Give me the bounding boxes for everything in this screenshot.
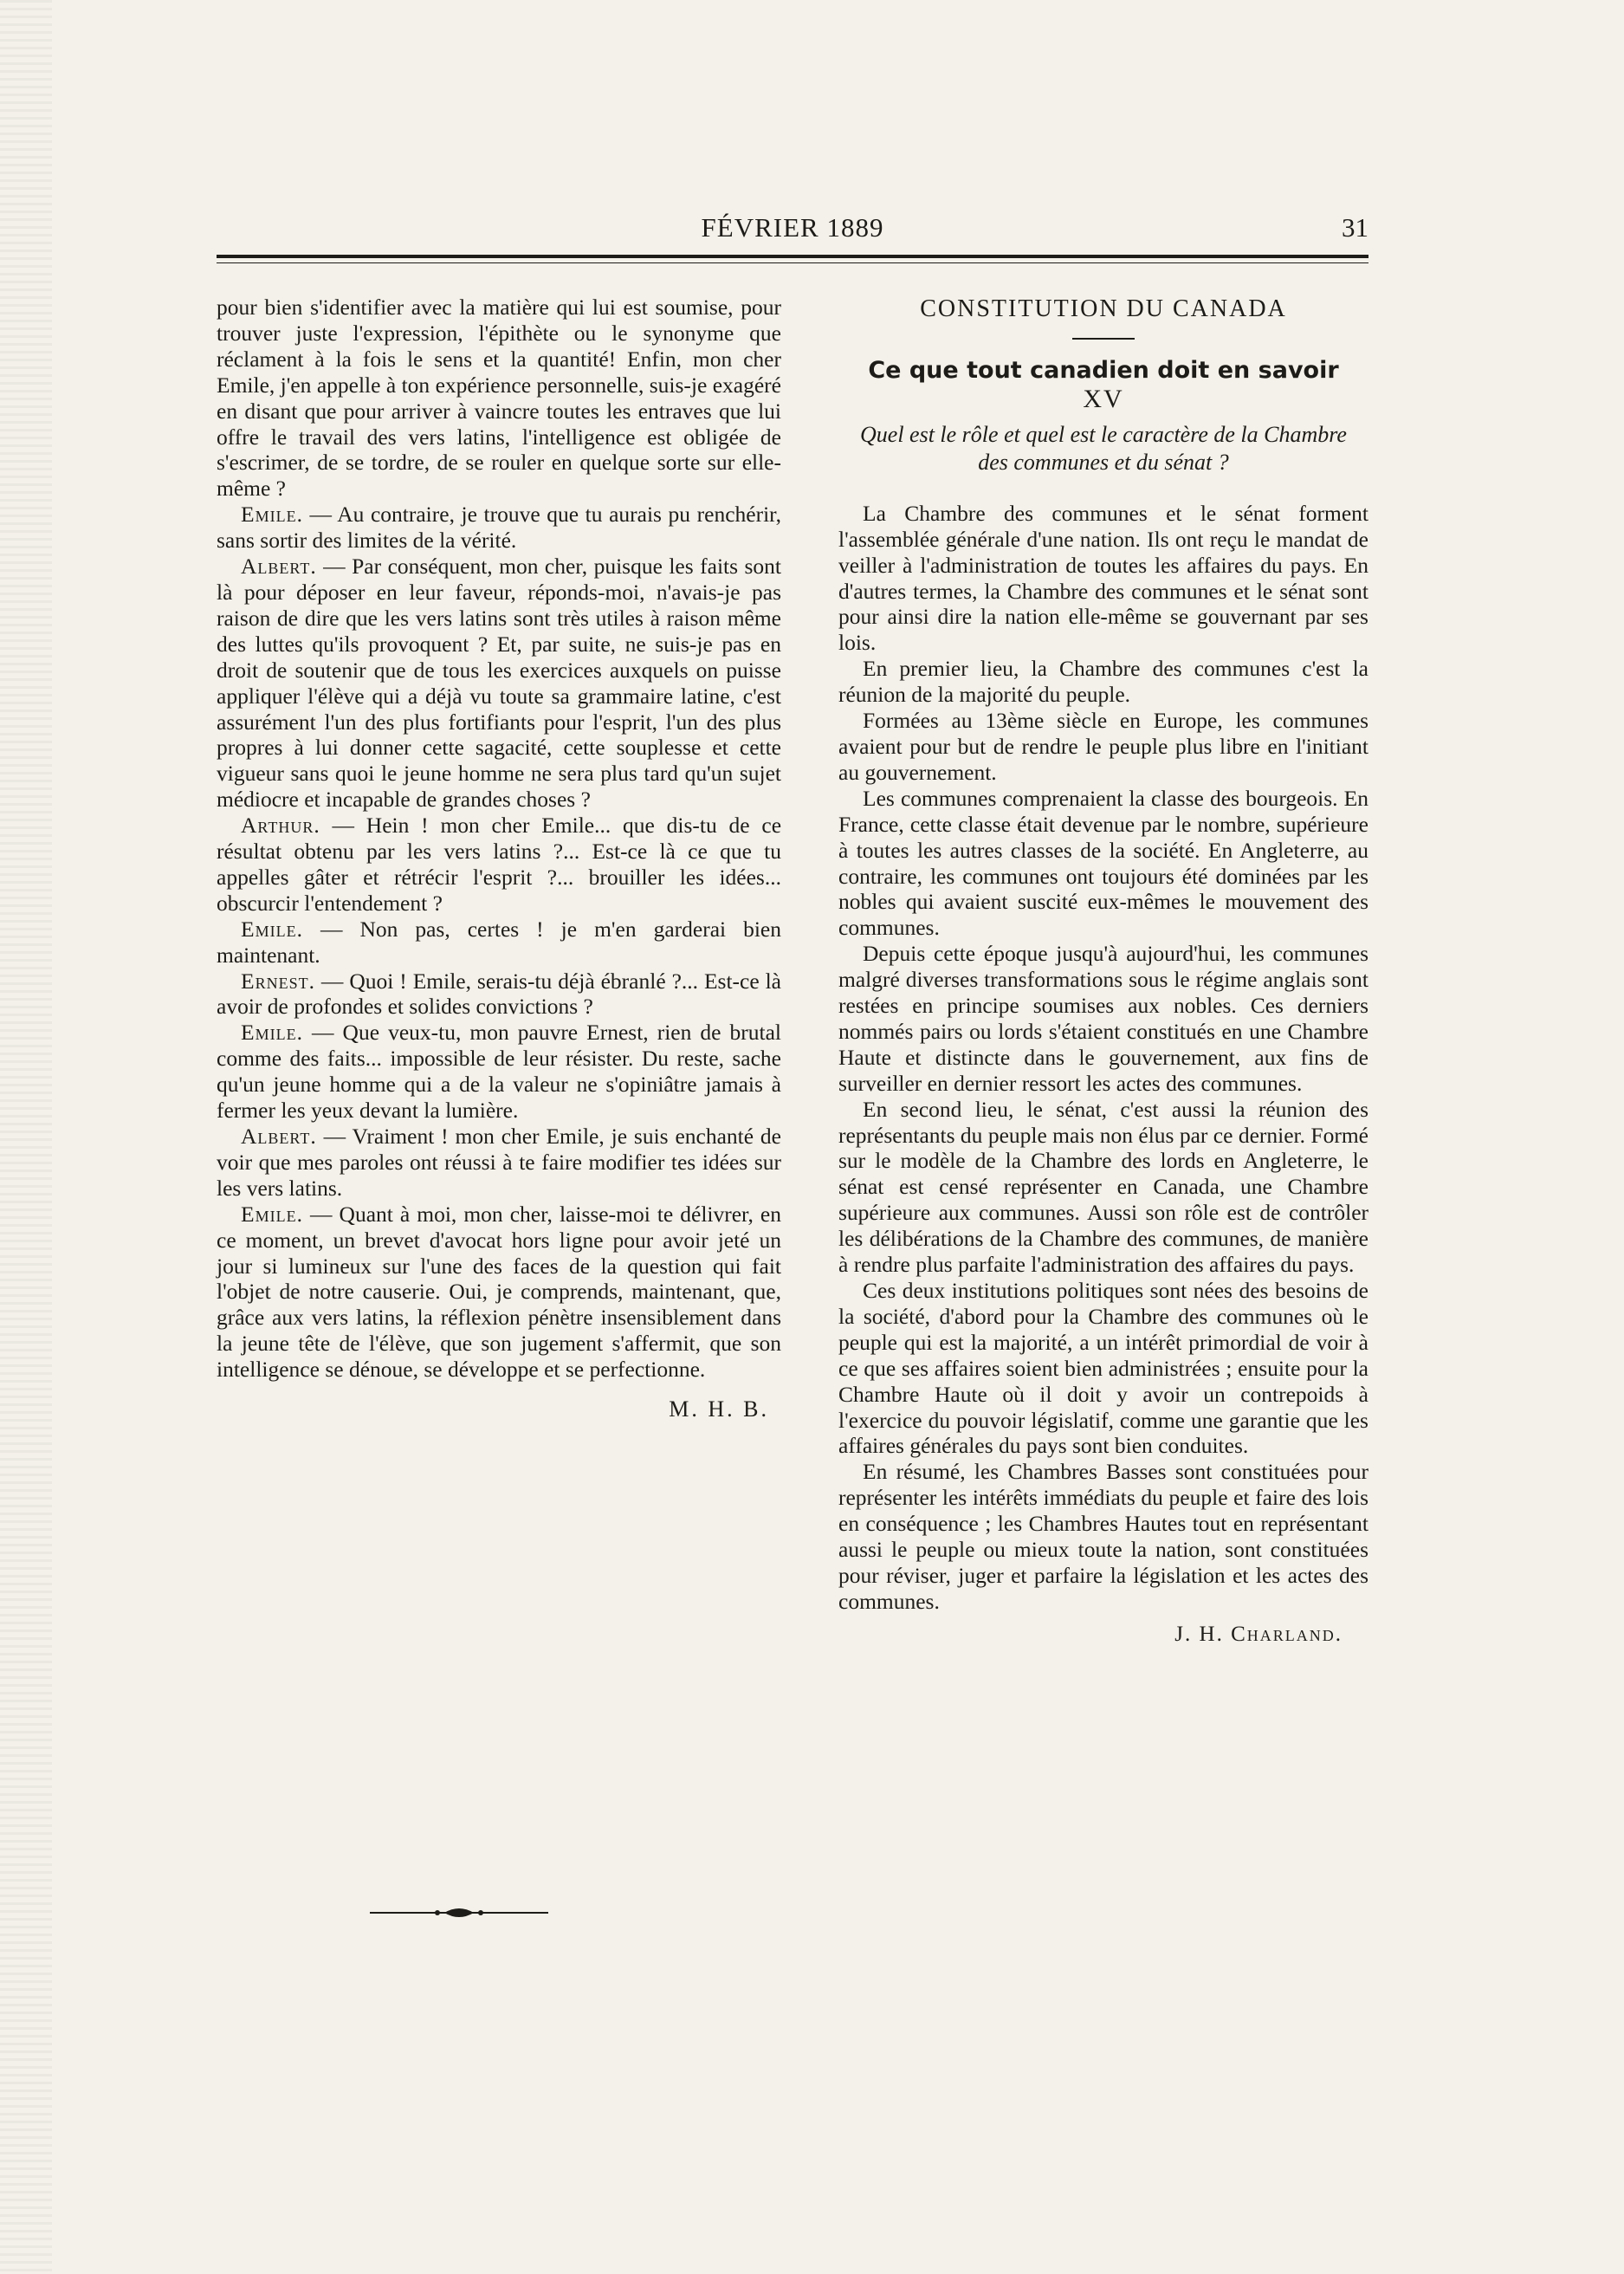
article-paragraph: Ces deux institutions politiques sont nées des besoins de la société, d'abord pour la Chambre des communes où le peuple qui est la majorité, a un intérêt primordial de voir à ce que ses affaires soient bien administrées ; ensuite pour la Chambre Haute où il doit y avoir un contrepoids à l'exercice du pouvoir législatif, comme une garantie que les affaires générales du pays sont bien conduites. [838,1278,1368,1459]
scan-edge-noise [0,0,52,2274]
article-number: XV [1083,384,1124,413]
article-paragraph: En premier lieu, la Chambre des communes c'est la réunion de la majorité du peuple. [838,656,1368,708]
dialogue-text: — Que veux-tu, mon pauvre Ernest, rien de brutal comme des faits... impossible de leur résister. Du reste, sache qu'un jeune homme qui a de la valeur ne s'opiniâtre jamais à fermer les yeux devant la lumière. [217,1020,781,1124]
speaker-name: Albert. [241,1124,317,1149]
dialogue-line [217,1124,781,1202]
ornament-divider [368,1902,550,1923]
dialogue-text: — Non pas, certes ! je m'en garderai bien maintenant. [217,916,781,968]
speaker-name: Arthur. [241,813,320,839]
dialogue-line [217,1202,781,1383]
dialogue-text: — Hein ! mon cher Emile... que dis-tu de ce résultat obtenu par les vers latins ?... Est-ce là ce que tu appelles gâter et rétrécir l'esprit ?... brouiller les idées... obscurcir l'entendement ? [217,813,782,916]
article-paragraph: En second lieu, le sénat, c'est aussi la réunion des représentants du peuple mais non élus par ce dernier. Formé sur le modèle de la Chambre des lords en Angleterre, le sénat est censé représenter en Canada, une Chambre supérieure aux communes. Aussi son rôle est de contrôler les délibérations de la Chambre des communes, de manière à rendre plus parfaite l'administration des affaires du pays. [838,1096,1368,1278]
dialogue-line [217,554,781,813]
article-title: CONSTITUTION DU CANADA [920,295,1287,322]
article-paragraph: Les communes comprenaient la classe des bourgeois. En France, cette classe était devenue par le nombre, supérieure à toutes les autres classes de la société. En Angleterre, au contraire, les communes ont toujours été dominées par les nobles qui avaient suscité eux-mêmes le mouvement des communes. [838,785,1368,941]
speaker-name: Emile. [241,1201,303,1227]
running-title: FÉVRIER 1889 [701,212,884,243]
article-paragraph: Formées au 13ème siècle en Europe, les communes avaient pour but de rendre le peuple plus libre en l'initiant au gouvernement. [838,708,1368,785]
page-number: 31 [1342,212,1368,243]
article-paragraph: La Chambre des communes et le sénat forment l'assemblée générale d'une nation. Ils ont reçu le mandat de veiller à l'administration de toutes les affaires du pays. En d'autres termes, la Chambre des communes et le sénat sont pour ainsi dire la nation elle-même se gouvernant par ses lois. [838,500,1368,656]
intro-paragraph: pour bien s'identifier avec la matière qui lui est soumise, pour trouver juste l'expression, l'épithète ou le synonyme que réclament à la fois le sens et la quantité! Enfin, mon cher Emile, j'en appelle à ton expérience personnelle, suis-je exagéré en disant que pour arriver à vaincre toutes les entraves que lui offre le travail des vers latins, l'intelligence est obligée de s'escrimer, de se tordre, de se rouler en quelque sorte sur elle-même ? [217,295,781,502]
speaker-name: Albert. [241,554,317,580]
article-author: J. H. Charland. [1174,1622,1343,1646]
dialogue-text: — Quant à moi, mon cher, laisse-moi te délivrer, en ce moment, un brevet d'avocat hors ligne pour avoir jeté un jour si lumineux sur l'une des faces de la question qui fait l'objet de notre causerie. Oui, je comprends, maintenant, que, grâce aux vers latins, la réflexion pénètre insensiblement dans la jeune tête de l'élève, que son jugement s'affermit, que son intelligence se dénoue, se développe et se perfectionne. [217,1201,781,1383]
header-rule-thin [217,262,1368,263]
article-subtitle: Ce que tout canadien doit en savoir [868,356,1339,384]
dialogue-text: — Vraiment ! mon cher Emile, je suis enchanté de voir que mes paroles ont réussi à te faire modifier tes idées sur les vers latins. [217,1124,781,1201]
dialogue-text: — Quoi ! Emile, serais-tu déjà ébranlé ?... Est-ce là avoir de profondes et solides convictions ? [217,968,781,1020]
article-signature: M. H. B. [669,1396,769,1422]
article-paragraph: En résumé, les Chambres Basses sont constituées pour représenter les intérêts immédiats du peuple et faire des lois en conséquence ; les Chambres Hautes tout en représentant aussi le peuple ou mieux toute la nation, sont constituées pour réviser, juger et parfaire la législation et les actes des communes. [838,1459,1368,1614]
dialogue-line [217,813,781,917]
left-column [217,295,781,1422]
right-column [838,295,1368,1648]
dialogue-line [217,969,781,1020]
dialogue-line [217,1020,781,1124]
speaker-name: Ernest. [241,968,315,994]
speaker-name: Emile. [241,1020,303,1046]
page-header [217,212,1368,247]
header-rule-thick [217,255,1368,258]
dialogue-line [217,502,781,554]
dialogue-line [217,917,781,969]
title-rule [1072,338,1135,340]
speaker-name: Emile. [241,916,303,942]
speaker-name: Emile. [241,502,303,528]
dialogue-text: — Par conséquent, mon cher, puisque les faits sont là pour déposer en leur faveur, réponds-moi, n'avais-je pas raison de dire que les vers latins sont très utiles à raison même des luttes qu'ils provoquent ? Et, par suite, ne suis-je pas en droit de soutenir que de tous les exercices auxquels on puisse appliquer l'élève qui a déjà vu toute sa grammaire latine, c'est assurément l'un des plus fortifiants pour l'esprit, l'un des plus propres à lui donner cette sagacité, cette souplesse et cette vigueur sans quoi le jeune homme ne sera plus tard qu'un sujet médiocre et incapable de grandes choses ? [217,554,781,813]
article-paragraph: Depuis cette époque jusqu'à aujourd'hui, les communes malgré diverses transformations sous le régime anglais sont restées en principe soumises aux nobles. Ces derniers nommés pairs ou lords s'étaient constitués en une Chambre Haute et distincte dans le gouvernement, aux fins de surveiller en dernier ressort les actes des communes. [838,941,1368,1096]
dialogue-text: — Au contraire, je trouve que tu aurais pu renchérir, sans sortir des limites de la vérité. [217,502,782,554]
article-question: Quel est le rôle et quel est le caractère de la Chambre des communes et du sénat ? [860,421,1347,475]
